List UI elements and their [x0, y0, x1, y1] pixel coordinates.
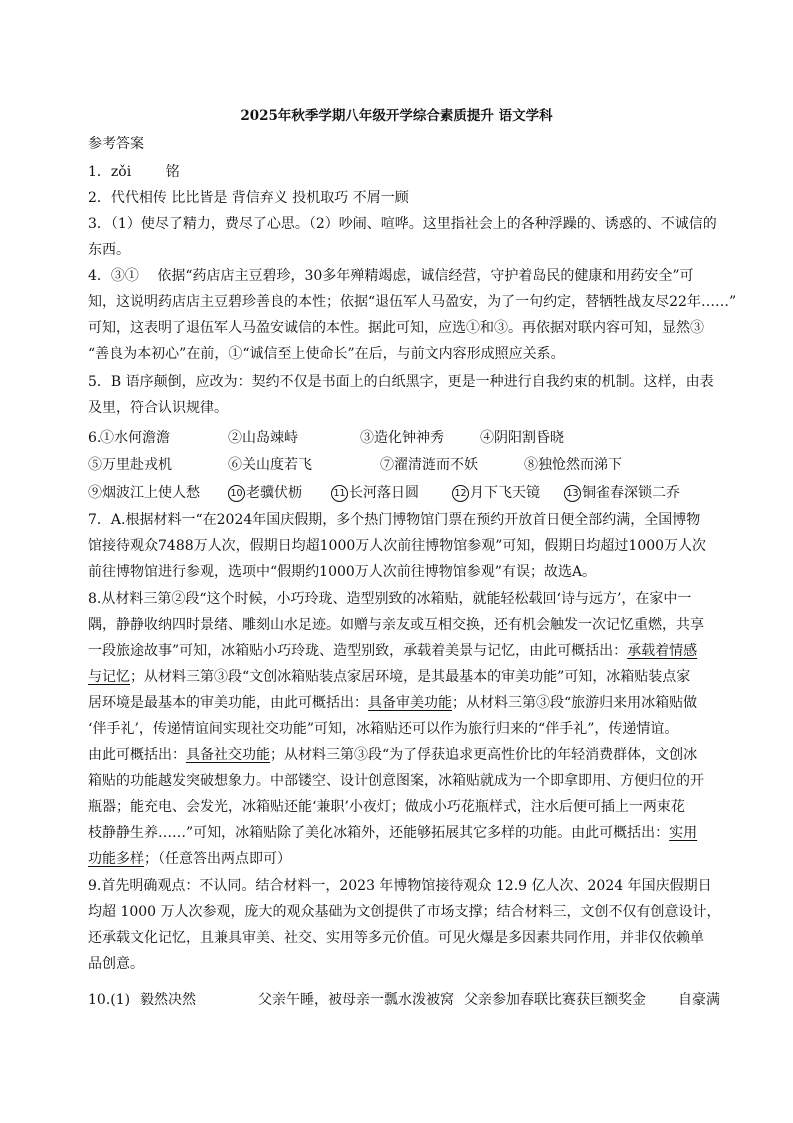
section-heading: 参考答案: [88, 136, 144, 152]
answer-6-item: 10 老骥伏枥: [228, 483, 302, 503]
key-point-underlined: 具备社交功能: [186, 747, 270, 763]
answer-8-line-11: 功能多样；（任意答出两点即可）: [88, 851, 291, 867]
answer-8-line-3: 一段旅途故事”可知，冰箱贴小巧玲珑、造型别致，承载着美景与记忆，由此可概括出：承载着情感: [88, 643, 698, 659]
answer-3-line-1: 3．（1）使尽了精力，费尽了心思。（2）吵闹、喧哗。这里指社会上的各种浮躁的、诱惑的、不诚信的: [88, 216, 717, 232]
answer-4-line-4: “善良为本初心”在前，①“诚信至上使命长”在后，与前文内容形成照应关系。: [88, 346, 565, 362]
answer-4-line-3: 可知，这表明了退伍军人马盈安诚信的本性。据此可知，应选①和③。再依据对联内容可知，显然③: [88, 320, 704, 336]
key-point-underlined: 实用: [669, 825, 698, 841]
answer-5-line-1: 5．B 语序颠倒，应改为：契约不仅是书面上的白纸黑字，更是一种进行自我约束的机制。这样，由表: [88, 374, 714, 390]
answer-4-line-2: 知，这说明药店店主豆碧珍善良的本性；依据“退伍军人马盈安，为了一句约定，替牺牲战友尽22年……”: [88, 294, 737, 310]
answer-1-pinyin: 1．zǒi: [88, 164, 132, 180]
answer-6-item: 12 月下飞天镜: [452, 483, 540, 503]
answer-1: [88, 162, 180, 182]
answer-7-line-1: 7．A.根据材料一“在2024年国庆假期，多个热门博物馆门票在预约开放首日便全部约满，全国博物: [88, 512, 701, 528]
answer-6-item: ⑤万里赴戎机: [88, 457, 172, 473]
answer-8-line-9: 瓶器；能充电、会发光，冰箱贴还能‘兼职’小夜灯；做成小巧花瓶样式，注水后便可插上一两束花: [88, 799, 685, 815]
answer-10-part: 自豪满: [678, 992, 720, 1008]
answer-6-item: ⑥关山度若飞: [228, 457, 312, 473]
answer-8-line-5: 居环境是最基本的审美功能，由此可概括出：具备审美功能；从材料三第③段“旅游归来用冰箱贴做: [88, 695, 698, 711]
answer-6-item: ③造化钟神秀: [360, 430, 444, 446]
answer-6-prefix: 6.: [88, 430, 102, 446]
key-point-underlined: 与记忆: [88, 669, 130, 685]
key-point-underlined: 具备审美功能: [368, 695, 452, 711]
answer-8-line-6: ‘伴手礼’，传递情谊间实现社交功能”可知，冰箱贴还可以作为旅行归来的“伴手礼”，传递情谊。: [88, 721, 679, 737]
answer-8-line-10: 枝静静生养……”可知，冰箱贴除了美化冰箱外，还能够拓展其它多样的功能。由此可概括出：实用: [88, 825, 698, 841]
answer-7-line-3: 前往博物馆进行参观，选项中“假期约1000万人次前往博物馆参观”有误；故选A。: [88, 564, 597, 580]
answer-8-line-1: 8.从材料三第②段“这个时候，小巧玲珑、造型别致的冰箱贴，就能轻松载回‘诗与远方’，在家中一: [88, 591, 692, 607]
answer-8-line-4: 与记忆；从材料三第③段“文创冰箱贴装点家居环境，是其最基本的审美功能”可知，冰箱贴装点家: [88, 669, 691, 685]
answer-9-line-3: 还承载文化记忆，且兼具审美、社交、实用等多元价值。可见火爆是多因素共同作用，并非仅依赖单: [88, 930, 704, 946]
answer-2: 2．代代相传 比比皆是 背信弃义 投机取巧 不屑一顾: [88, 190, 409, 206]
answer-10-part: 父亲午睡，被母亲一瓢水泼被窝: [258, 992, 454, 1008]
answer-6-item: ⑧独怆然而涕下: [524, 457, 622, 473]
answer-6-item: ②山岛竦峙: [228, 430, 298, 446]
answer-4-line-1: 4．③① 依据“药店店主豆碧珍，30多年殚精竭虑，诚信经营，守护着岛民的健康和用药安全”可: [88, 268, 694, 284]
answer-8-line-8: 箱贴的功能越发突破想象力。中部镂空、设计创意图案，冰箱贴就成为一个即拿即用、方便归位的开: [88, 773, 704, 789]
answer-9-line-1: 9.首先明确观点：不认同。结合材料一，2023 年博物馆接待观众 12.9 亿人次、2024 年国庆假期日: [88, 878, 712, 894]
answer-8-line-7: 由此可概括出：具备社交功能；从材料三第③段“为了俘获追求更高性价比的年轻消费群体，文创冰: [88, 747, 698, 763]
document-title: 2025年秋季学期八年级开学综合素质提升 语文学科: [240, 108, 553, 124]
answer-10-part: 毅然决然: [140, 992, 196, 1008]
answer-6-item: ①水何澹澹: [100, 430, 170, 446]
answer-9-line-2: 均超 1000 万人次参观，庞大的观众基础为文创提供了市场支撑；结合材料三，文创不仅有创意设计，: [88, 904, 721, 920]
answer-7-line-2: 馆接待观众7488万人次，假期日均超1000万人次前往博物馆参观”可知，假期日均超过1000万人次: [88, 538, 707, 554]
answer-6-item: 11 长河落日圆: [331, 483, 419, 503]
answer-6-item: ④阴阳割昏晓: [480, 430, 564, 446]
answer-5-line-2: 及里，符合认识规律。: [88, 400, 228, 416]
answer-6-item: ⑦濯清涟而不妖: [380, 457, 478, 473]
key-point-underlined: 功能多样: [88, 851, 144, 867]
answer-9-line-4: 品创意。: [88, 956, 144, 972]
answer-8-line-2: 隅，静静收纳四时景绪、雕刻山水足迹。如赠与亲友或互相交换，还有机会触发一次记忆重燃，共享: [88, 617, 704, 633]
key-point-underlined: 承载着情感: [627, 643, 698, 659]
answer-1-char: 铭: [165, 164, 180, 180]
answer-6-item: 13 铜雀春深锁二乔: [564, 483, 680, 503]
answer-10-label: 10.(1): [88, 992, 131, 1008]
answer-10-part: 父亲参加春联比赛获巨额奖金: [464, 992, 646, 1008]
answer-3-line-2: 东西。: [88, 242, 130, 258]
answer-6-item: ⑨烟波江上使人愁: [88, 485, 200, 501]
